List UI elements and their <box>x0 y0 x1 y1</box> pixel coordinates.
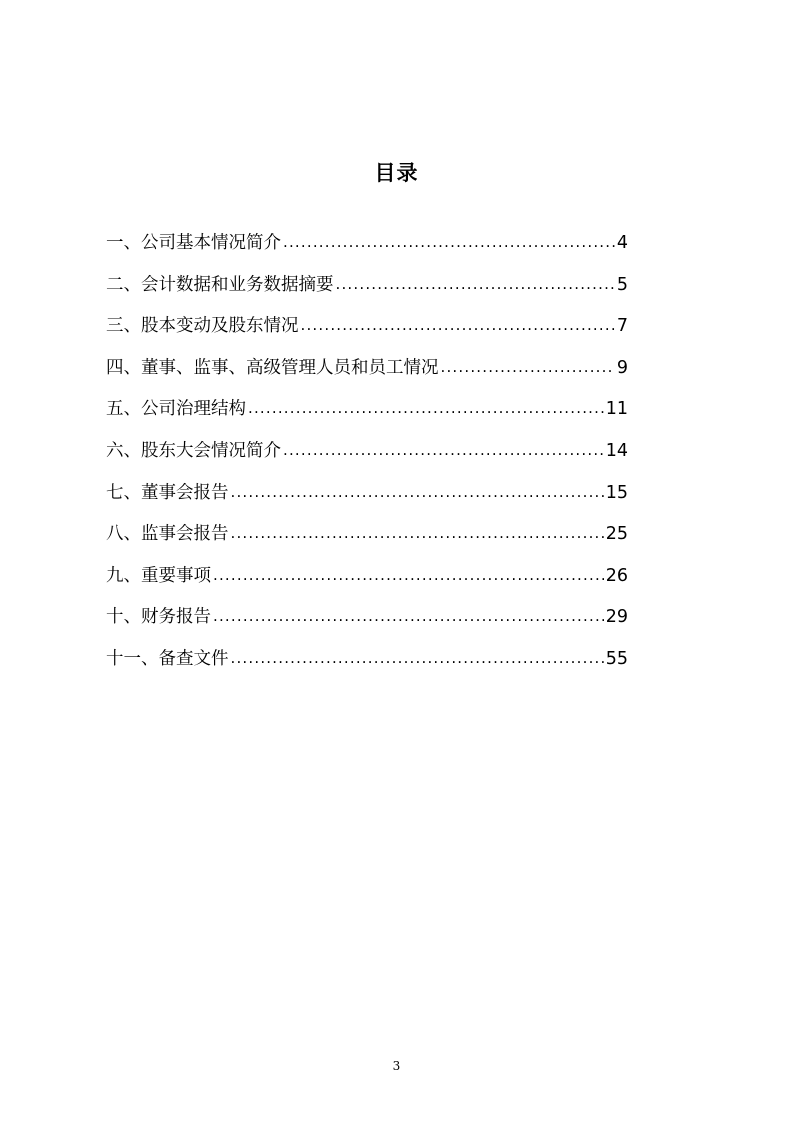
toc-entry[interactable] <box>106 644 628 686</box>
toc-dot-leader <box>336 269 615 299</box>
toc-entry-label: 九、重要事项 <box>106 565 211 586</box>
toc-entry-page: 4 <box>616 233 628 253</box>
toc-entry-page: 11 <box>605 399 628 420</box>
toc-entry-label: 十一、备查文件 <box>106 648 229 669</box>
toc-entry-label: 六、股东大会情况简介 <box>106 440 281 461</box>
toc-entry[interactable] <box>106 228 628 270</box>
toc-dot-leader <box>213 560 604 590</box>
toc-entry-page: 55 <box>605 648 628 669</box>
toc-entry-label: 十、财务报告 <box>106 607 211 628</box>
toc-dot-leader <box>283 227 615 257</box>
toc-entry[interactable] <box>106 311 628 353</box>
toc-entry[interactable] <box>106 478 628 520</box>
toc-entry-label: 二、会计数据和业务数据摘要 <box>106 274 334 295</box>
table-of-contents <box>106 228 628 686</box>
toc-entry[interactable] <box>106 561 628 603</box>
toc-entry-label: 七、董事会报告 <box>106 482 229 503</box>
toc-dot-leader <box>248 393 604 423</box>
toc-dot-leader <box>441 352 615 382</box>
toc-entry[interactable] <box>106 394 628 436</box>
toc-dot-leader <box>231 477 604 507</box>
toc-entry-label: 五、公司治理结构 <box>106 399 246 420</box>
toc-entry-page: 15 <box>605 482 628 503</box>
toc-entry-page: 25 <box>605 524 628 545</box>
toc-dot-leader <box>283 435 604 465</box>
toc-entry-page: 29 <box>605 607 628 628</box>
toc-dot-leader <box>231 518 604 548</box>
toc-entry-label: 四、董事、监事、高级管理人员和员工情况 <box>106 357 439 378</box>
toc-entry[interactable] <box>106 353 628 395</box>
toc-entry-label: 一、公司基本情况简介 <box>106 233 281 253</box>
toc-entry[interactable] <box>106 270 628 312</box>
toc-dot-leader <box>213 601 604 631</box>
toc-entry-page: 26 <box>605 565 628 586</box>
toc-entry-label: 三、股本变动及股东情况 <box>106 316 299 337</box>
toc-entry[interactable] <box>106 436 628 478</box>
toc-entry-page: 14 <box>605 440 628 461</box>
toc-entry-label: 八、监事会报告 <box>106 524 229 545</box>
toc-dot-leader <box>301 310 615 340</box>
page-number: 3 <box>392 1059 401 1073</box>
toc-dot-leader <box>231 643 604 673</box>
toc-entry-page: 5 <box>616 274 628 295</box>
page-title: 目录 <box>374 161 419 186</box>
toc-entry[interactable] <box>106 519 628 561</box>
toc-entry-page: 9 <box>616 357 628 378</box>
toc-entry-page: 7 <box>616 316 628 337</box>
toc-entry[interactable] <box>106 602 628 644</box>
